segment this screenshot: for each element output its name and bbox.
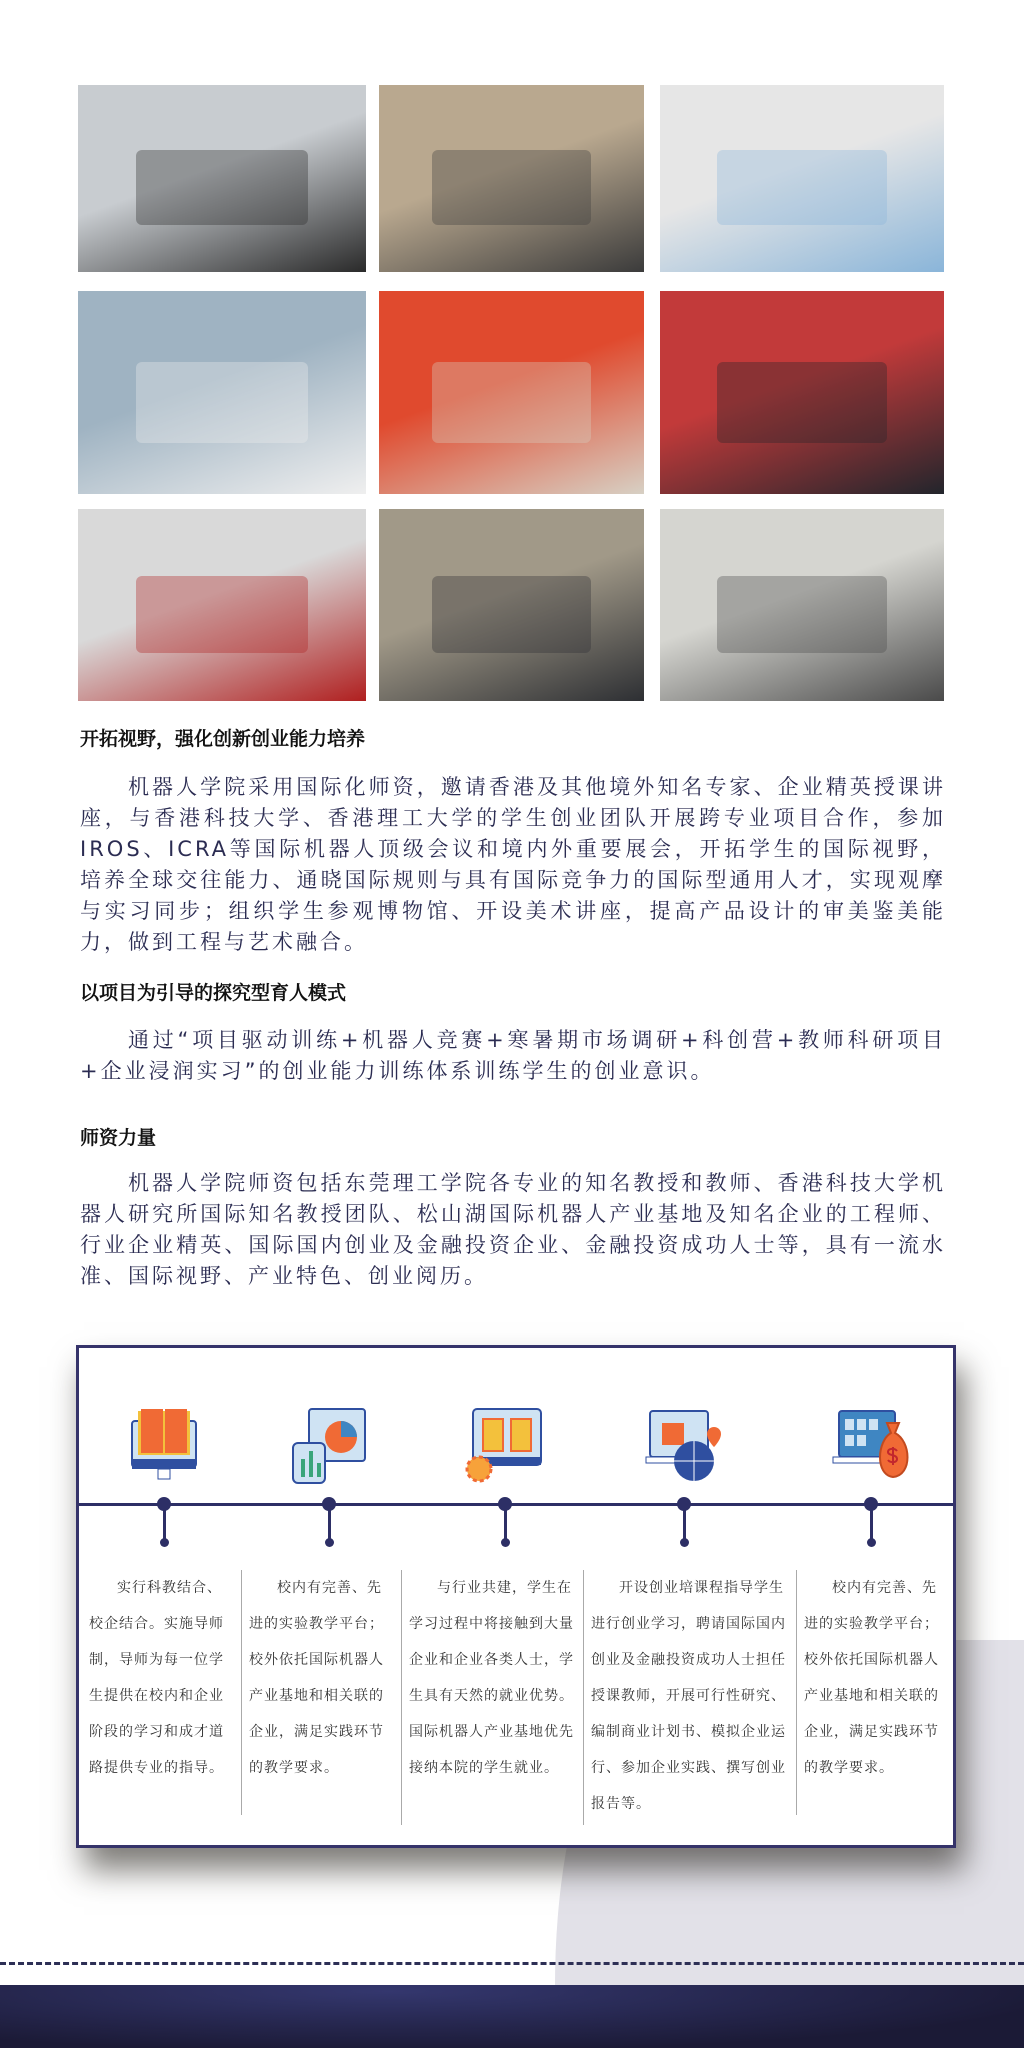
timeline-text: 校内有完善、先进的实验教学平台；校外依托国际机器人产业基地和相关联的企业，满足实践环节的教学要求。	[249, 1580, 384, 1776]
timeline-line	[79, 1503, 953, 1506]
column-divider	[401, 1570, 402, 1825]
column-divider	[241, 1570, 242, 1815]
timeline-text: 校内有完善、先进的实验教学平台；校外依托国际机器人产业基地和相关联的企业，满足实践环节的教学要求。	[804, 1580, 939, 1776]
section-heading: 师资力量	[80, 1127, 157, 1149]
timeline-stem-end	[160, 1538, 169, 1547]
competition-group-photo-1-photo	[379, 291, 644, 494]
timeline-panel	[76, 1345, 956, 1848]
students-touring-exhibition-photo	[379, 85, 644, 272]
robot-car-classroom-photo	[660, 509, 944, 701]
book-monitor-icon	[122, 1403, 206, 1487]
students-at-computers-photo	[78, 85, 366, 272]
section-heading: 以项目为引导的探究型育人模式	[80, 982, 347, 1004]
section-body: 机器人学院师资包括东莞理工学院各专业的知名教授和教师、香港科技大学机器人研究所国际知名教授团队、松山湖国际机器人产业基地及知名企业的工程师、行业企业精英、国际国内创业及金融投资企业、金融投资成功人士等，具有一流水准、国际视野、产业特色、创业阅历。	[80, 1171, 946, 1288]
section-body: 机器人学院采用国际化师资，邀请香港及其他境外知名专家、企业精英授课讲座，与香港科技大学、香港理工大学的学生创业团队开展跨专业项目合作，参加IROS、ICRA等国际机器人顶级会议和境内外重要展会，开拓学生的国际视野，培养全球交往能力、通晓国际规则与具有国际竞争力的国际型通用人才，实现观摩与实习同步；组织学生参观博物馆、开设美术讲座，提高产品设计的审美鉴美能力，做到工程与艺术融合。	[80, 775, 946, 954]
timeline-text: 实行科教结合、校企结合。实施导师制，导师为每一位学生提供在校内和企业阶段的学习和成才道路提供专业的指导。	[89, 1580, 224, 1776]
money-bag-laptop-icon	[829, 1403, 913, 1487]
timeline-stem-end	[680, 1538, 689, 1547]
timeline-stem-end	[501, 1538, 510, 1547]
column-divider	[796, 1570, 797, 1815]
chart-report-icon	[287, 1403, 371, 1487]
column-divider	[583, 1570, 584, 1825]
timeline-text: 开设创业培课程指导学生进行创业学习，聘请国际国内创业及金融投资成功人士担任授课教师，开展可行性研究、编制商业计划书、模拟企业运行、参加企业实践、撰写创业报告等。	[591, 1580, 786, 1812]
robot-lab-work-photo	[78, 291, 366, 494]
dashed-divider	[0, 1962, 1024, 1965]
robot-boats-display-photo	[78, 509, 366, 701]
uwb-modules-photo	[379, 509, 644, 701]
competition-group-photo-2-photo	[660, 291, 944, 494]
books-gear-icon	[463, 1403, 547, 1487]
timeline-stem	[328, 1508, 331, 1542]
section-body: 通过“项目驱动训练+机器人竞赛+寒暑期市场调研+科创营+教师科研项目+企业浸润实习”的创业能力训练体系训练学生的创业意识。	[80, 1028, 946, 1083]
timeline-stem-end	[867, 1538, 876, 1547]
timeline-stem-end	[325, 1538, 334, 1547]
timeline-text: 与行业共建，学生在学习过程中将接触到大量企业和企业各类人士，学生具有天然的就业优势。国际机器人产业基地优先接纳本院的学生就业。	[409, 1580, 574, 1776]
section-heading: 开拓视野，强化创新创业能力培养	[80, 728, 366, 750]
footer-band	[0, 1985, 1024, 2048]
robot-models-display-photo	[660, 85, 944, 272]
timeline-stem	[163, 1508, 166, 1542]
timeline-stem	[504, 1508, 507, 1542]
timeline-stem	[683, 1508, 686, 1542]
globe-location-icon	[642, 1403, 726, 1487]
timeline-stem	[870, 1508, 873, 1542]
